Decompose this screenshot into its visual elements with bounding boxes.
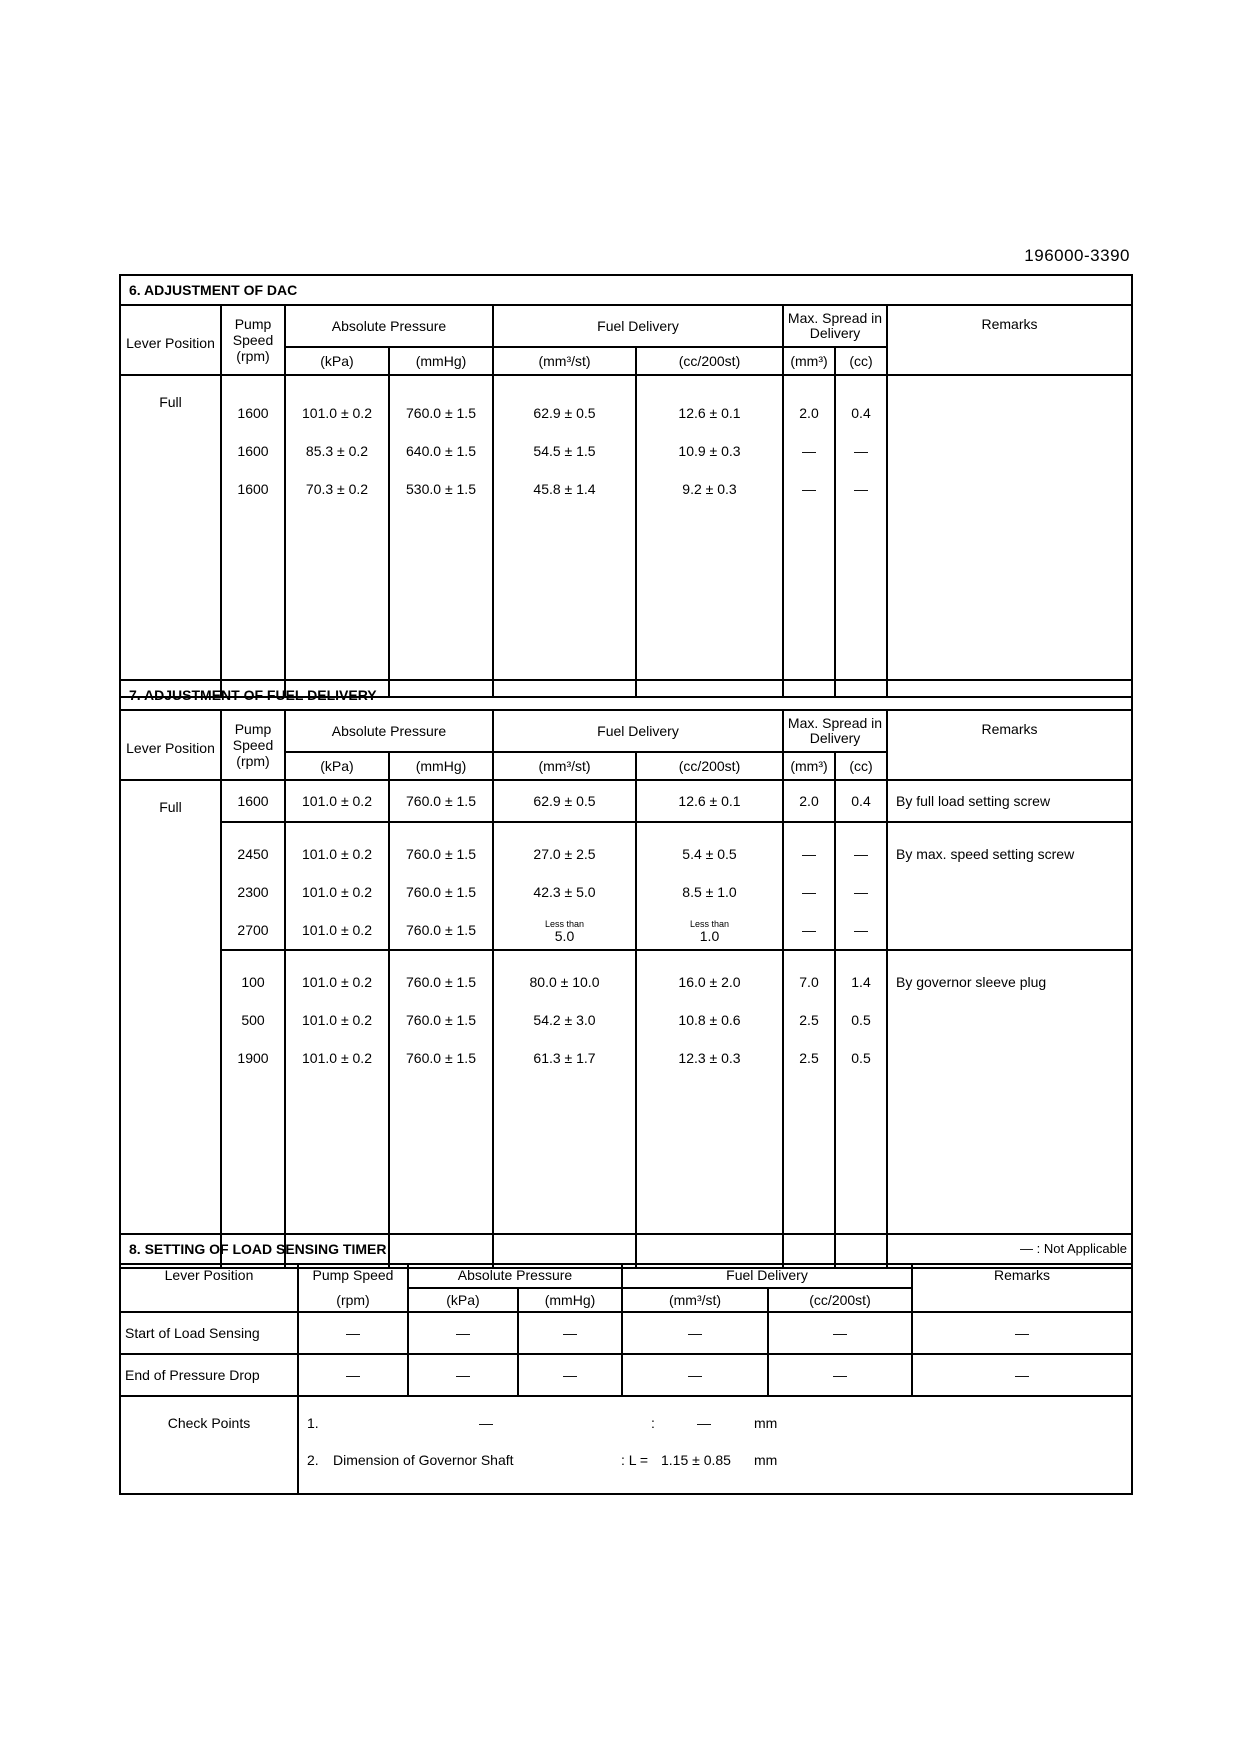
header-lever-position: Lever Position — [126, 335, 215, 351]
unit-mmhg: (mmHg) — [389, 347, 493, 375]
header-remarks: Remarks — [887, 305, 1132, 375]
col-mmhg: 760.0 ± 1.5 760.0 ± 1.5 760.0 ± 1.5 — [389, 950, 493, 1268]
cc200st-cell: 12.6 ± 0.1 — [636, 780, 783, 822]
check-points — [298, 1396, 1132, 1494]
header-pump-speed: Pump Speed — [298, 1264, 408, 1288]
col-mm3st: 62.9 ± 0.5 54.5 ± 1.5 45.8 ± 1.4 — [493, 375, 636, 697]
header-max-spread: Max. Spread in Delivery — [783, 710, 887, 752]
less-than-label: Less than — [689, 919, 730, 929]
col-mmhg: 760.0 ± 1.5 640.0 ± 1.5 530.0 ± 1.5 — [389, 375, 493, 697]
section-title: 7. ADJUSTMENT OF FUEL DELIVERY — [120, 680, 1132, 710]
col-remarks: By max. speed setting screw — [887, 822, 1132, 950]
unit-cc200st: (cc/200st) — [636, 752, 783, 780]
col-cc200st: 16.0 ± 2.0 10.8 ± 0.6 12.3 ± 0.3 — [636, 950, 783, 1268]
unit-kpa: (kPa) — [285, 347, 389, 375]
kpa-cell: — — [408, 1354, 518, 1396]
cc200st-cell: — — [768, 1312, 912, 1354]
header-remarks: Remarks — [887, 710, 1132, 780]
dac-adjustment-table — [119, 274, 1133, 698]
mmhg-cell: — — [518, 1354, 622, 1396]
col-cc200st: 12.6 ± 0.1 10.9 ± 0.3 9.2 ± 0.3 — [636, 375, 783, 697]
unit-kpa: (kPa) — [285, 752, 389, 780]
unit-mm3st: (mm³/st) — [622, 1288, 768, 1312]
col-speed: 1600 1600 1600 — [221, 375, 285, 697]
col-speed: 2450 2300 2700 — [221, 822, 285, 950]
remarks-cell: — — [912, 1354, 1132, 1396]
lever-position: Full — [120, 375, 221, 697]
header-absolute-pressure: Absolute Pressure — [408, 1264, 622, 1288]
unit-cc200st: (cc/200st) — [636, 347, 783, 375]
unit-mm3st: (mm³/st) — [493, 347, 636, 375]
unit-rpm: (rpm) — [298, 1288, 408, 1312]
unit-mm3: (mm³) — [783, 752, 835, 780]
col-remarks — [887, 375, 1132, 697]
speed-cell: — — [298, 1354, 408, 1396]
not-applicable-note: — : Not Applicable — [1020, 1241, 1127, 1256]
col-remarks: By governor sleeve plug — [887, 950, 1132, 1268]
speed-cell: 1600 — [221, 780, 285, 822]
fuel-delivery-table — [119, 679, 1133, 1269]
col-spread-mm3: 7.0 2.5 2.5 — [783, 950, 835, 1268]
col-spread-mm3: 2.0 — — — [783, 375, 835, 697]
remarks-cell: By full load setting screw — [887, 780, 1132, 822]
cc200st-cell: — — [768, 1354, 912, 1396]
header-lever-position: Lever Position — [120, 1264, 298, 1312]
row-label: End of Pressure Drop — [120, 1354, 298, 1396]
col-kpa: 101.0 ± 0.2 85.3 ± 0.2 70.3 ± 0.2 — [285, 375, 389, 697]
col-spread-cc: — — — — [835, 822, 887, 950]
less-than-label: Less than — [544, 919, 585, 929]
unit-kpa: (kPa) — [408, 1288, 518, 1312]
unit-mmhg: (mmHg) — [518, 1288, 622, 1312]
unit-cc: (cc) — [835, 752, 887, 780]
col-kpa: 101.0 ± 0.2 101.0 ± 0.2 101.0 ± 0.2 — [285, 950, 389, 1268]
unit-cc: (cc) — [835, 347, 887, 375]
col-kpa: 101.0 ± 0.2 101.0 ± 0.2 101.0 ± 0.2 — [285, 822, 389, 950]
header-absolute-pressure: Absolute Pressure — [285, 710, 493, 752]
section-title: 6. ADJUSTMENT OF DAC — [120, 275, 1132, 305]
unit-cc200st: (cc/200st) — [768, 1288, 912, 1312]
spread-cc-cell: 0.4 — [835, 780, 887, 822]
unit-mm3: (mm³) — [783, 347, 835, 375]
col-cc200st: 5.4 ± 0.5 8.5 ± 1.0 Less than 1.0 — [636, 822, 783, 950]
header-fuel-delivery: Fuel Delivery — [493, 305, 783, 347]
mmhg-cell: — — [518, 1312, 622, 1354]
col-speed: 100 500 1900 — [221, 950, 285, 1268]
kpa-cell: 101.0 ± 0.2 — [285, 780, 389, 822]
check-point-2: 2. Dimension of Governor Shaft : L = 1.15 ± 0.85 mm — [307, 1452, 778, 1468]
col-spread-cc: 0.4 — — — [835, 375, 887, 697]
col-spread-mm3: — — — — [783, 822, 835, 950]
header-max-spread: Max. Spread in Delivery — [783, 305, 887, 347]
header-remarks: Remarks — [912, 1264, 1132, 1312]
remarks-cell: — — [912, 1312, 1132, 1354]
row-label: Start of Load Sensing — [120, 1312, 298, 1354]
col-mm3st: 80.0 ± 10.0 54.2 ± 3.0 61.3 ± 1.7 — [493, 950, 636, 1268]
col-mm3st: 27.0 ± 2.5 42.3 ± 5.0 Less than 5.0 — [493, 822, 636, 950]
speed-cell: — — [298, 1312, 408, 1354]
unit-mmhg: (mmHg) — [389, 752, 493, 780]
col-spread-cc: 1.4 0.5 0.5 — [835, 950, 887, 1268]
header-fuel-delivery: Fuel Delivery — [493, 710, 783, 752]
mm3st-cell: 62.9 ± 0.5 — [493, 780, 636, 822]
document-number: 196000-3390 — [1024, 246, 1130, 265]
header-fuel-delivery: Fuel Delivery — [622, 1264, 912, 1288]
load-sensing-timer-table — [119, 1233, 1133, 1495]
header-pump-speed: Pump Speed (rpm) — [232, 721, 274, 769]
check-points-label: Check Points — [120, 1396, 298, 1494]
check-point-1: 1. — : — mm — [307, 1415, 778, 1431]
header-lever-position: Lever Position — [126, 740, 215, 756]
mm3st-cell: — — [622, 1354, 768, 1396]
spread-mm3-cell: 2.0 — [783, 780, 835, 822]
unit-mm3st: (mm³/st) — [493, 752, 636, 780]
lever-position: Full — [120, 780, 221, 1268]
col-mmhg: 760.0 ± 1.5 760.0 ± 1.5 760.0 ± 1.5 — [389, 822, 493, 950]
mm3st-cell: — — [622, 1312, 768, 1354]
header-absolute-pressure: Absolute Pressure — [285, 305, 493, 347]
header-pump-speed: Pump Speed (rpm) — [232, 316, 274, 364]
kpa-cell: — — [408, 1312, 518, 1354]
mmhg-cell: 760.0 ± 1.5 — [389, 780, 493, 822]
section-title: 8. SETTING OF LOAD SENSING TIMER — : Not Applicable — [120, 1234, 1132, 1264]
